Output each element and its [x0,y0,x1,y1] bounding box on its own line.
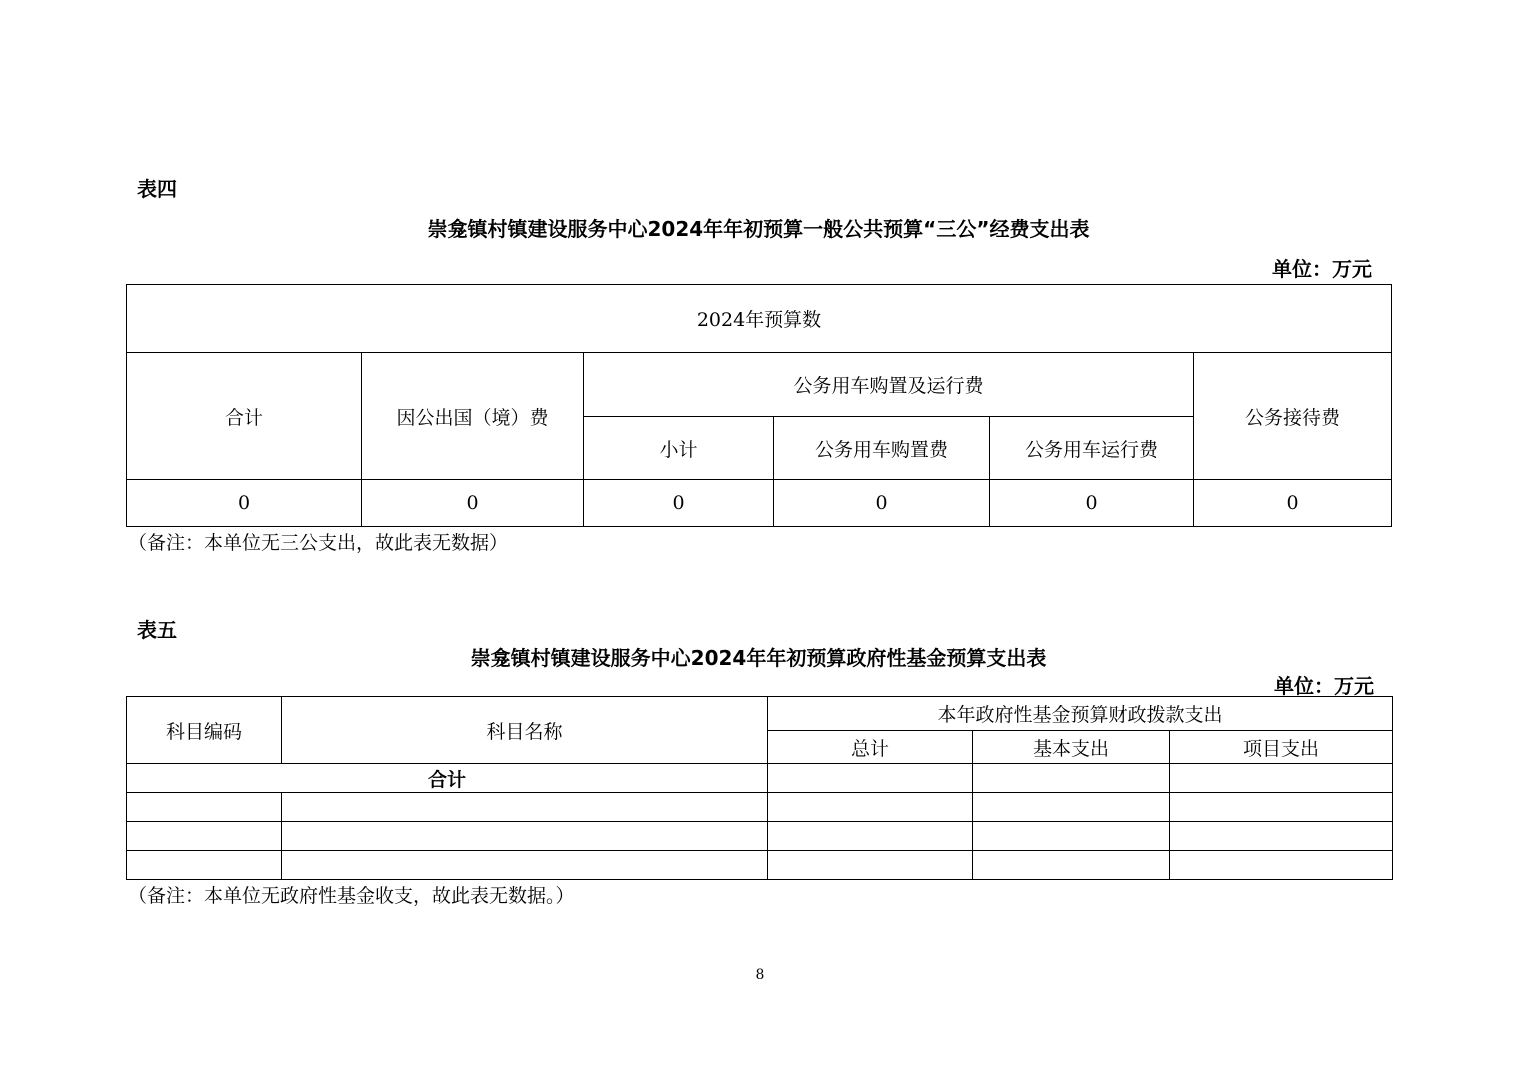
table4-label: 表四 [137,177,177,201]
page-number: 8 [755,967,765,983]
table5-col-project: 项目支出 [1170,731,1393,764]
table5-cell [768,851,973,880]
table4-value-reception: 0 [1194,480,1392,527]
table5-cell [973,822,1170,851]
table5-cell [1170,793,1393,822]
table4-value-operation: 0 [990,480,1194,527]
table-row [127,822,1393,851]
table5-cell [768,793,973,822]
table5-col-group: 本年政府性基金预算财政拨款支出 [768,697,1393,731]
table4-col-operation: 公务用车运行费 [990,417,1194,480]
table5-cell [282,851,768,880]
table4-value-purchase: 0 [774,480,990,527]
table5-cell [973,851,1170,880]
table5-title: 崇龛镇村镇建设服务中心2024年年初预算政府性基金预算支出表 [470,646,1047,670]
table-row [127,480,1392,527]
table5-cell [282,822,768,851]
table5-total-label: 合计 [127,764,768,793]
table5-cell [127,851,282,880]
table4-unit: 单位：万元 [1272,257,1372,281]
table5-cell [1170,851,1393,880]
table5-cell [127,822,282,851]
table5-cell [1170,822,1393,851]
table4-value-subtotal: 0 [584,480,774,527]
table4-value-abroad: 0 [362,480,584,527]
table5 [126,696,1393,880]
table5-cell [768,764,973,793]
table4-col-total: 合计 [127,353,362,480]
table5-col-sum: 总计 [768,731,973,764]
table5-col-name: 科目名称 [282,697,768,764]
table5-cell [768,822,973,851]
table5-col-basic: 基本支出 [973,731,1170,764]
table5-cell [973,793,1170,822]
table-row [127,764,1393,793]
table4 [126,284,1392,527]
table4-col-vehicle-group: 公务用车购置及运行费 [584,353,1194,417]
table4-header-top: 2024年预算数 [127,285,1392,353]
table5-label: 表五 [137,618,177,642]
table4-col-subtotal: 小计 [584,417,774,480]
table5-note: （备注：本单位无政府性基金收支，故此表无数据。） [128,885,575,907]
table4-col-abroad: 因公出国（境）费 [362,353,584,480]
table-row [127,793,1393,822]
table4-col-reception: 公务接待费 [1194,353,1392,480]
table4-col-purchase: 公务用车购置费 [774,417,990,480]
table5-cell [973,764,1170,793]
table4-value-total: 0 [127,480,362,527]
table5-cell [282,793,768,822]
table5-cell [127,793,282,822]
table4-title: 崇龛镇村镇建设服务中心2024年年初预算一般公共预算“三公”经费支出表 [427,217,1090,241]
table5-col-code: 科目编码 [127,697,282,764]
table5-cell [1170,764,1393,793]
table-row [127,851,1393,880]
table5-unit: 单位：万元 [1274,674,1374,698]
table4-note: （备注：本单位无三公支出，故此表无数据） [128,532,509,554]
